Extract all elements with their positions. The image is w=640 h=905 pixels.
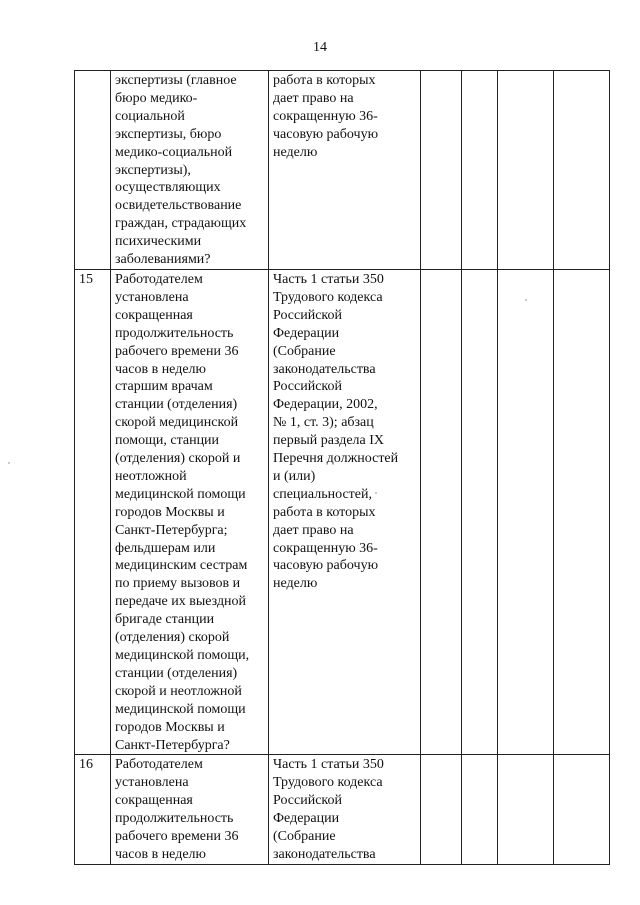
answer-na-cell <box>498 71 554 270</box>
question-text: экспертизы (главное бюро медико- социальной экспертизы, бюро медико-социальной экспертизы), осуществляющих освидетельствование граждан, страдающих психическими заболеваниями? <box>115 73 247 268</box>
answer-na-cell <box>498 269 554 754</box>
question-cell <box>111 755 269 864</box>
question-cell <box>111 71 269 270</box>
reference-text: Часть 1 статьи 350 Трудового кодекса Российской Федерации (Собрание законодательства <box>273 757 384 862</box>
table-row <box>75 71 610 270</box>
reference-cell <box>269 71 421 270</box>
reference-cell <box>269 755 421 864</box>
reference-text: Часть 1 статьи 350 Трудового кодекса Российской Федерации (Собрание законодательства Российской Федерации, 2002, № 1, ст. 3); абзац первый раздела IX Перечня должностей и (или) специальностей, работа в которых дает право на сокращенную 36- часовую рабочую неделю <box>273 271 399 592</box>
row-number-cell: 15 <box>75 269 111 754</box>
notes-cell <box>554 269 610 754</box>
answer-no-cell <box>462 269 498 754</box>
reference-text: работа в которых дает право на сокращенную 36- часовую рабочую неделю <box>273 73 379 160</box>
question-text: Работодателем установлена сокращенная продолжительность рабочего времени 36 часов в неделю старшим врачам станции (отделения) скорой медицинской помощи, станции (отделения) скорой и неотложной медицинской помощи городов Москвы и Санкт-Петербурга; фельдшерам или медицинским сестрам по приему вызовов и передаче их выездной бригаде станции (отделения) скорой медицинской помощи, станции (отделения) скорой и неотложной медицинской помощи городов Москвы и Санкт-Петербурга? <box>115 271 250 753</box>
answer-no-cell <box>462 71 498 270</box>
question-text: Работодателем установлена сокращенная продолжительность рабочего времени 36 часов в неделю <box>115 757 239 862</box>
row-number-cell <box>75 71 111 270</box>
answer-yes-cell <box>421 755 462 864</box>
answer-no-cell <box>462 755 498 864</box>
page-number: 14 <box>313 40 327 55</box>
scan-speck <box>375 492 377 494</box>
answer-na-cell <box>498 755 554 864</box>
answer-yes-cell <box>421 71 462 270</box>
answer-yes-cell <box>421 269 462 754</box>
row-number-cell: 16 <box>75 755 111 864</box>
scan-speck <box>525 299 527 301</box>
checklist-table <box>74 70 610 865</box>
notes-cell <box>554 71 610 270</box>
notes-cell <box>554 755 610 864</box>
table-row <box>75 755 610 864</box>
table-row <box>75 269 610 754</box>
reference-cell <box>269 269 421 754</box>
scan-speck <box>8 462 10 464</box>
question-cell <box>111 269 269 754</box>
